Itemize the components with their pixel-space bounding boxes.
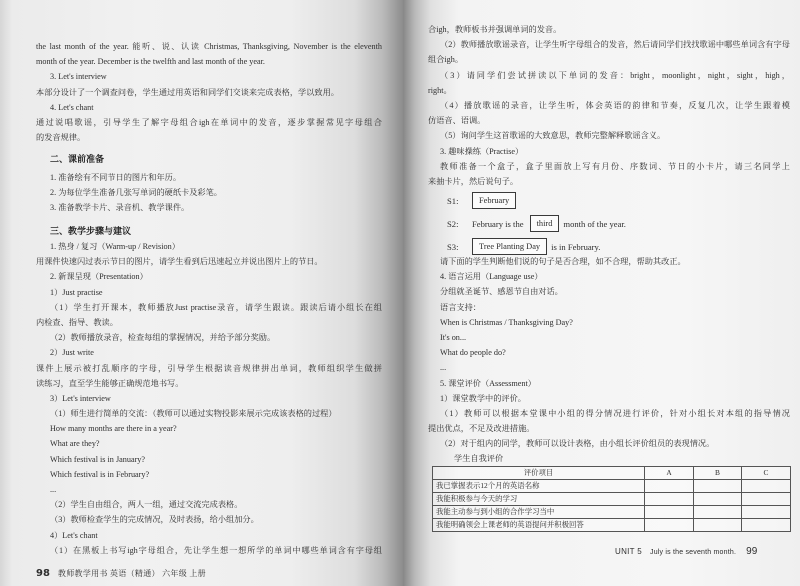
- step-line: （2）对于组内的同学，教师可以设计表格，由小组长评价组员的表现情况。: [440, 439, 715, 449]
- rating-cell-a: [645, 506, 694, 519]
- speaker-label: S1:: [447, 195, 459, 206]
- rating-cell-b: [694, 493, 742, 506]
- example-answer: It's on...: [440, 332, 467, 342]
- step-line: 读练习，直至学生能够正确规范地书写。: [36, 378, 184, 388]
- step-line: （1）师生进行简单的交流：（教师可以通过实物投影来展示完成该表格的过程）: [50, 409, 337, 419]
- step-line: right。: [428, 85, 452, 95]
- header-cell-item: 评价项目: [433, 467, 645, 480]
- header-cell-a: A: [645, 467, 694, 480]
- step-line: 语言支持：: [440, 302, 481, 312]
- section-heading: 三、教学步骤与建议: [50, 227, 132, 237]
- dialogue-row-s2: [447, 214, 626, 233]
- rating-cell-c: [742, 519, 791, 532]
- dialogue-row-s1: [447, 191, 516, 210]
- subheading: 4. 语言运用（Language use）: [440, 272, 543, 282]
- prep-list: [36, 170, 382, 216]
- word-card: third: [530, 215, 560, 232]
- example-question: What are they?: [50, 439, 100, 449]
- step-line: 内检查、指导、教读。: [36, 317, 118, 327]
- right-page: [403, 0, 800, 586]
- rating-cell-b: [694, 480, 742, 493]
- sentence-text: is in February.: [551, 241, 601, 252]
- speaker-label: S2:: [447, 218, 459, 229]
- step-line: 请下面的学生判断他们说的句子是否合理，如不合理，帮助其改正。: [440, 257, 686, 266]
- word-card: Tree Planting Day: [472, 238, 547, 255]
- example-question: How many months are there in a year?: [50, 424, 177, 434]
- word-card: February: [472, 192, 516, 209]
- step-line: 教师准备一个盒子，盒子里面放上写有月份、序数词、节日的小卡片，请三名同学上: [440, 161, 790, 171]
- table-row: [433, 493, 791, 506]
- ellipsis: ...: [440, 363, 447, 373]
- rating-cell-c: [742, 506, 791, 519]
- activity-title: 4）Let's chant: [50, 530, 98, 540]
- step-line: （1）学生打开课本，教师播放Just practise录音，请学生跟读。跟读后请小组长在组: [50, 302, 382, 312]
- step-line: 用课件快速闪过表示节日的图片，请学生看到后迅速起立并说出图片上的节日。: [36, 257, 323, 267]
- section-heading: 二、课前准备: [50, 155, 105, 165]
- subheading: 2. 新课呈现（Presentation）: [50, 272, 148, 282]
- intro-line: 通过说唱歌谣，引导学生了解字母组合igh在单词中的发音，逐步掌握常见字母组合: [36, 117, 382, 127]
- activity-title: 3）Let's interview: [50, 393, 111, 403]
- subheading: 4. Let's chant: [50, 102, 94, 112]
- step-line: （1）教师可以根据本堂课中小组的得分情况进行评价，针对小组长对本组的指导情况: [440, 408, 790, 418]
- activity-title: 2）Just write: [50, 348, 94, 358]
- rating-cell-b: [694, 519, 742, 532]
- table-header-row: [433, 467, 791, 480]
- steps-section: [36, 225, 382, 240]
- rating-cell-c: [742, 493, 791, 506]
- subheading: 3. Let's interview: [50, 72, 107, 82]
- language-use-block: [428, 254, 790, 467]
- activity-title: 1）课堂教学中的评价。: [440, 393, 526, 403]
- speaker-label: S3:: [447, 241, 459, 252]
- rating-cell-a: [645, 493, 694, 506]
- example-question: Which festival is in February?: [50, 469, 150, 479]
- step-line: （2）学生自由组合，两人一组，通过交流完成表格。: [50, 500, 243, 510]
- step-line: 组合igh。: [428, 55, 464, 65]
- self-assessment-table: [432, 466, 791, 532]
- step-line: （2）教师播放录音，检查每组的掌握情况，并给予部分奖励。: [50, 333, 276, 343]
- criterion-cell: 我能积极参与今天的学习: [433, 493, 645, 506]
- step-line: （4）播放歌谣的录音，让学生听，体会英语的韵律和节奏，反复几次，让学生跟着模: [440, 100, 790, 110]
- table-row: [433, 519, 791, 532]
- prep-item: 3. 准备教学卡片、录音机、教学课件。: [50, 203, 190, 213]
- ellipsis: ...: [50, 485, 57, 494]
- rating-cell-a: [645, 519, 694, 532]
- sentence-text: month of the year.: [563, 218, 626, 229]
- steps-block: [36, 239, 382, 558]
- intro-line: 的发音规律。: [36, 133, 86, 143]
- table-caption: 学生自我评价: [454, 454, 504, 464]
- subheading: 5. 课堂评价（Assessment）: [440, 378, 536, 388]
- activity-title: 1）Just practise: [50, 287, 103, 297]
- rating-cell-c: [742, 480, 791, 493]
- unit-label: UNIT 5: [615, 547, 642, 556]
- header-cell-b: B: [694, 467, 742, 480]
- chant-continued-block: [428, 22, 790, 189]
- example-question: When is Christmas / Thanksgiving Day?: [440, 317, 573, 327]
- page-number: 98: [36, 568, 50, 579]
- step-line: （1）在黑板上书写igh字母组合，先让学生想一想所学的单词中哪些单词含有字母组: [50, 545, 382, 555]
- intro-line: 本部分设计了一个调查问卷，学生通过用英语和同学们交谈来完成表格，学以致用。: [36, 87, 339, 97]
- criterion-cell: 我能主动参与到小组的合作学习当中: [433, 506, 645, 519]
- table-row: [433, 480, 791, 493]
- subheading: 1. 热身 / 复习（Warm-up / Revision）: [50, 242, 180, 251]
- step-line: 提出优点，不足及改进措施。: [428, 424, 535, 434]
- criterion-cell: 我能明确领会上课老师的英语提问并积极回答: [433, 519, 645, 532]
- example-question: Which festival is in January?: [50, 454, 146, 464]
- intro-line: the last month of the year. 能听、说、认读 Christmas, Thanksgiving, November is the eleventh: [36, 42, 382, 51]
- step-line: 合igh，教师板书并强调单词的发音。: [428, 25, 562, 34]
- step-line: （2）教师播放歌谣录音，让学生听字母组合的发音，然后请同学们找找歌谣中哪些单词含有字母: [440, 40, 790, 50]
- prep-section: [36, 153, 382, 168]
- prep-item: 1. 准备绘有不同节日的图片和年历。: [50, 173, 182, 182]
- example-question: What do people do?: [440, 348, 506, 358]
- rating-cell-a: [645, 480, 694, 493]
- step-line: 分组就圣诞节、感恩节自由对话。: [440, 287, 563, 297]
- book-title: 教师教学用书 英语（精通） 六年级 上册: [57, 569, 206, 578]
- criterion-cell: 我已掌握表示12个月的英语名称: [433, 480, 645, 493]
- rating-cell-b: [694, 506, 742, 519]
- step-line: （3）教师检查学生的完成情况，及时表扬，给小组加分。: [50, 515, 259, 525]
- step-line: 来抽卡片，然后说句子。: [428, 176, 519, 186]
- step-line: （5）询问学生这首歌谣的大致意思，教师完整解释歌谣含义。: [440, 131, 666, 141]
- step-line: 课件上展示被打乱顺序的字母，引导学生根据读音规律拼出单词，教师组织学生做拼: [36, 363, 382, 373]
- prep-item: 2. 为每位学生准备几张写单词的硬纸卡及彩笔。: [50, 188, 222, 198]
- left-page-footer: [36, 568, 336, 579]
- table-row: [433, 506, 791, 519]
- subheading: 3. 趣味操练（Practise）: [440, 146, 524, 156]
- right-page-footer: [615, 546, 787, 557]
- intro-block: [36, 39, 382, 145]
- unit-title: July is the seventh month.: [650, 549, 737, 556]
- header-cell-c: C: [742, 467, 791, 480]
- sentence-text: February is the: [472, 218, 524, 229]
- step-line: （3）请同学们尝试拼读以下单词的发音：bright，moonlight，night，sight，high，: [440, 70, 790, 80]
- page-number: 99: [746, 546, 758, 557]
- step-line: 仿语音、语调。: [428, 116, 486, 126]
- intro-line: month of the year. December is the twelfth and last month of the year.: [36, 57, 265, 67]
